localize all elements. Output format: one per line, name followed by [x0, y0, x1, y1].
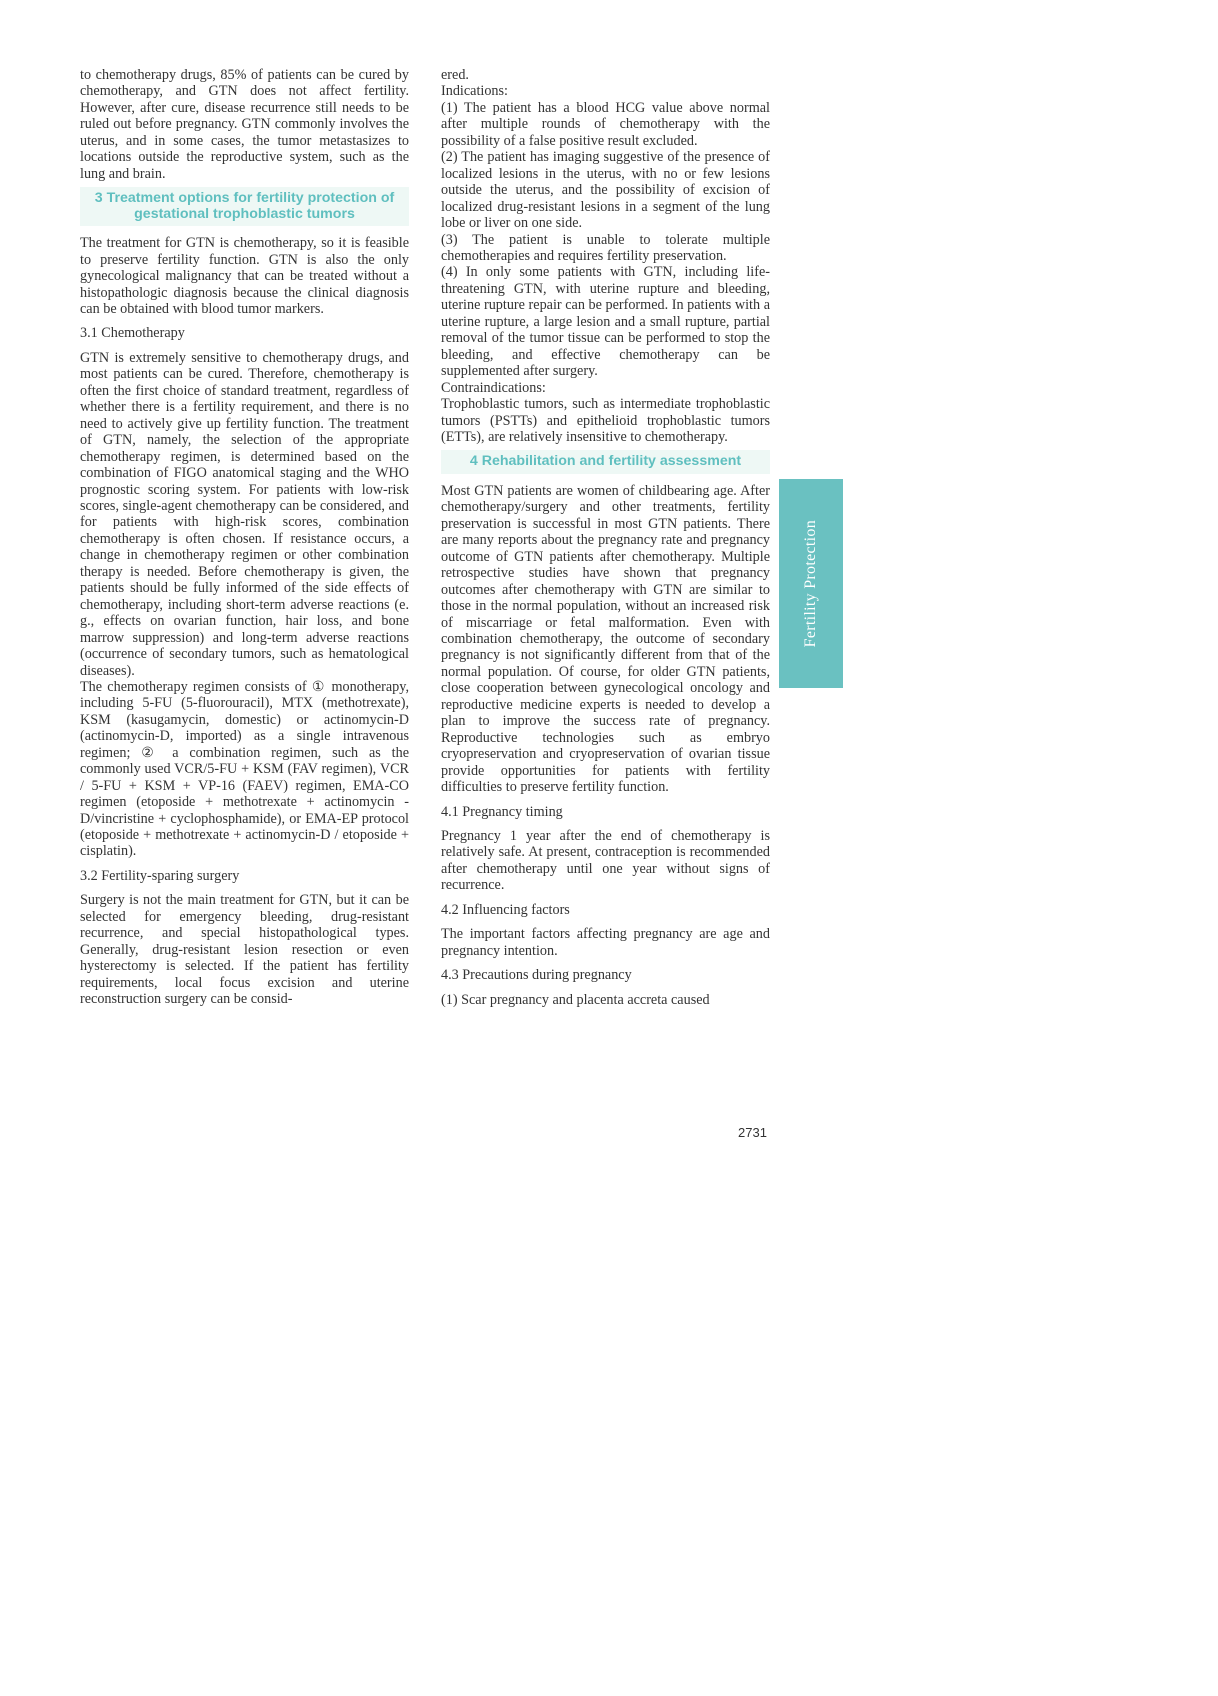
paragraph-chemotherapy-1: GTN is extremely sensitive to chemotherapy drugs, and most patients can be cured. Therefore, chemotherapy is often the first choice of standard treatment, regardless of whether there is a fertility requirement, and there is no need to actively give up fertility function. The treatment of GTN, namely, the selection of the appropriate chemotherapy regimen, is determined based on the combination of FIGO anatomical staging and the WHO prognostic scoring system. For patients with low-risk scores, single-agent chemotherapy can be considered, and for patients with high-risk scores, combination chemotherapy is often chosen. If resistance occurs, a change in chemotherapy regimen or other combination therapy is needed. Before chemotherapy is given, the patients should be fully informed of the side effects of chemotherapy, including short-term adverse reactions (e. g., effects on ovarian function, hair loss, and bone marrow suppression) and long-term adverse reactions (occurrence of secondary tumors, such as hematological diseases).	[80, 349, 409, 679]
indication-2: (2) The patient has imaging suggestive of the presence of localized lesions in the uterus, with no or few lesions outside the uterus, and the possibility of excision of localized drug-resistant lesions in a segment of the lung lobe or liver on one side.	[441, 149, 770, 232]
contraindications-text: Trophoblastic tumors, such as intermediate trophoblastic tumors (PSTTs) and epithelioid trophoblastic tumors (ETTs), are relatively insensitive to chemotherapy.	[441, 396, 770, 445]
section-4-heading: 4 Rehabilitation and fertility assessment	[441, 450, 770, 474]
paragraph-continued: ered.	[441, 67, 469, 83]
paragraph-treatment: The treatment for GTN is chemotherapy, so it is feasible to preserve fertility function. GTN is also the only gynecological malignancy that can be treated without a histopathologic diagnosis because the clinical diagnosis can be obtained with blood tumor markers.	[80, 235, 409, 317]
contraindications-label: Contraindications:	[441, 379, 546, 396]
paragraph-factors: The important factors affecting pregnancy are age and pregnancy intention.	[441, 926, 770, 959]
paragraph-precautions: (1) Scar pregnancy and placenta accreta caused	[441, 991, 710, 1008]
left-column	[80, 67, 409, 1008]
subheading-3-2: 3.2 Fertility-sparing surgery	[80, 867, 240, 884]
paragraph-rehabilitation: Most GTN patients are women of childbearing age. After chemotherapy/surgery and other treatments, fertility preservation is successful in most GTN patients. There are many reports about the pregnancy rate and pregnancy outcome of GTN patients after chemotherapy. Multiple retrospective studies have shown that pregnancy outcomes after chemotherapy with GTN are similar to those in the normal population, without an increased risk of miscarriage or fetal malformation. Even with combination chemotherapy, the outcome of secondary pregnancy is not significantly different from that of the normal population. Of course, for older GTN patients, close cooperation between gynecological oncology and reproductive medicine experts is needed to develop a plan to improve the success rate of pregnancy. Reproductive technologies such as embryo cryopreservation and cryopreservation of ovarian tissue provide opportunities for patients with fertility difficulties to preserve fertility function.	[441, 482, 770, 796]
section-side-tab	[779, 479, 843, 688]
paragraph-intro: to chemotherapy drugs, 85% of patients can be cured by chemotherapy, and GTN does not affect fertility. However, after cure, disease recurrence still needs to be ruled out before pregnancy. GTN commonly involves the uterus, and in some cases, the tumor metastasizes to locations outside the reproductive system, such as the lung and brain.	[80, 67, 409, 182]
subheading-4-2: 4.2 Influencing factors	[441, 901, 570, 918]
indication-1: (1) The patient has a blood HCG value above normal after multiple rounds of chemotherapy with the possibility of a false positive result excluded.	[441, 99, 770, 149]
side-tab-label: Fertility Protection	[802, 519, 819, 648]
indication-3: (3) The patient is unable to tolerate multiple chemotherapies and requires fertility preservation.	[441, 231, 770, 264]
subheading-4-3: 4.3 Precautions during pregnancy	[441, 967, 632, 984]
right-column	[441, 67, 770, 1008]
paragraph-chemotherapy-2: The chemotherapy regimen consists of ① monotherapy, including 5-FU (5-fluorouracil), MTX (methotrexate), KSM (kasugamycin, domestic) or actinomycin-D (actinomycin-D, imported) as a single intravenous regimen; ② a combination regimen, such as the commonly used VCR/5-FU + KSM (FAV regimen), VCR / 5-FU + KSM + VP-16 (FAEV) regimen, EMA-CO regimen (etoposide + methotrexate + actinomycin - D/vincristine + cyclophosphamide), or EMA-EP protocol (etoposide + methotrexate + actinomycin-D / etoposide + cisplatin).	[80, 678, 409, 860]
indications-label: Indications:	[441, 83, 508, 100]
subheading-3-1: 3.1 Chemotherapy	[80, 325, 185, 342]
paragraph-surgery: Surgery is not the main treatment for GTN, but it can be selected for emergency bleeding, drug-resistant recurrence, and special histopathological types. Generally, drug-resistant lesion resection or even hysterectomy is selected. If the patient has fertility requirements, local focus excision and uterine reconstruction surgery can be consid-	[80, 892, 409, 1008]
section-3-heading: 3 Treatment options for fertility protection of gestational trophoblastic tumors	[80, 187, 409, 226]
paragraph-timing: Pregnancy 1 year after the end of chemotherapy is relatively safe. At present, contraception is recommended after chemotherapy until one year without signs of recurrence.	[441, 827, 770, 894]
indication-4: (4) In only some patients with GTN, including life-threatening GTN, with uterine rupture and bleeding, uterine rupture repair can be performed. In patients with a uterine rupture, a large lesion and a small rupture, partial removal of the tumor tissue can be performed to stop the bleeding, and effective chemotherapy can be supplemented after surgery.	[441, 264, 770, 380]
page-number: 2731	[738, 1125, 767, 1140]
subheading-4-1: 4.1 Pregnancy timing	[441, 803, 563, 820]
